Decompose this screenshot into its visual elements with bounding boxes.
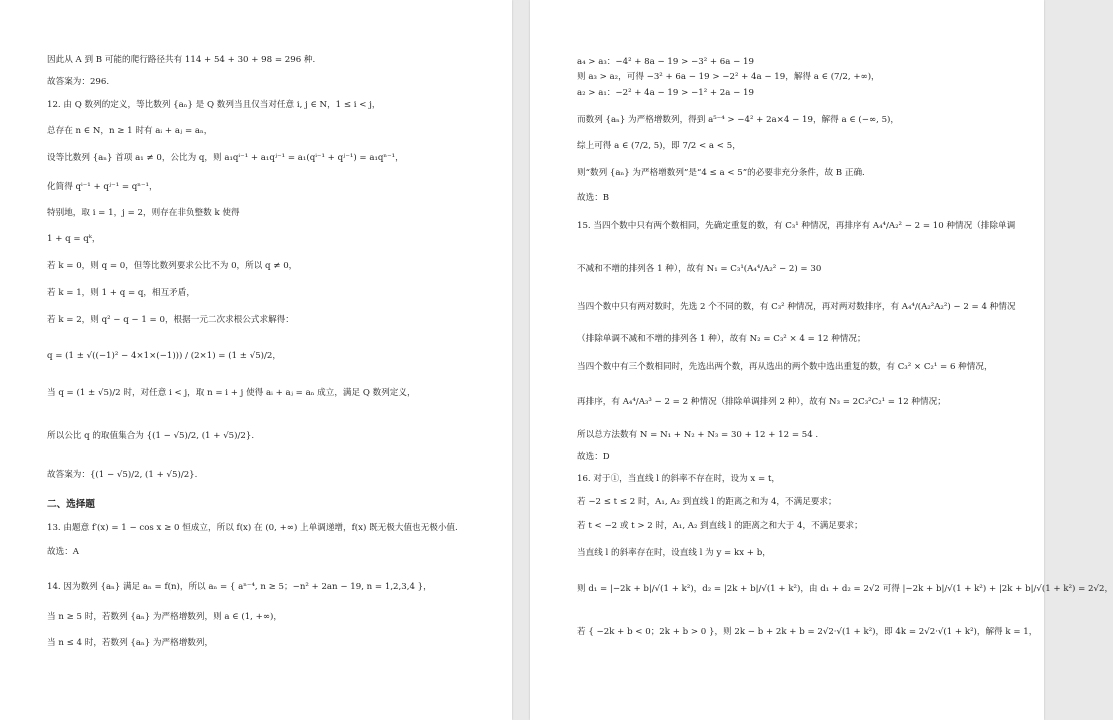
text-line: 若 k = 2，则 q² − q − 1 = 0，根据一元二次求根公式求解得： (47, 315, 294, 325)
text-line: 化简得 qⁱ⁻¹ + qʲ⁻¹ = qⁿ⁻¹， (47, 182, 158, 192)
text-line: 若 k = 1，则 1 + q = q，相互矛盾， (47, 288, 195, 298)
text-line: 所以总方法数有 N = N₁ + N₂ + N₃ = 30 + 12 + 12 = 54 . (577, 430, 819, 440)
text-line: 设等比数列 {aₙ} 首项 a₁ ≠ 0，公比为 q，则 a₁qⁱ⁻¹ + a₁qʲ⁻¹ = a₁(qⁱ⁻¹ + qʲ⁻¹) = a₁qⁿ⁻¹， (47, 153, 404, 163)
text-line: 14. 因为数列 {aₙ} 满足 aₙ = f(n)，所以 aₙ = { aⁿ⁻⁴, n ≥ 5；−n² + 2an − 19, n = 1,2,3,4 }， (47, 582, 432, 592)
text-line: 16. 对于①，当直线 l 的斜率不存在时，设为 x = t， (577, 474, 780, 484)
formula-line: 若 { −2k + b < 0；2k + b > 0 }，则 2k − b + 2k + b = 2√2·√(1 + k²)，即 4k = 2√2·√(1 + k²)，解得 k = 1， (577, 627, 1038, 637)
text-line: 故答案为：296. (47, 77, 110, 87)
text-line: 故选：B (577, 193, 610, 203)
text-line: 不减和不增的排列各 1 种），故有 N₁ = C₃¹(A₄⁴/A₂² − 2) = 30 (577, 264, 822, 274)
text-line: 若 −2 ≤ t ≤ 2 时，A₁, A₂ 到直线 l 的距离之和为 4，不满足要求； (577, 497, 837, 507)
text-line: 当直线 l 的斜率存在时，设直线 l 为 y = kx + b， (577, 548, 771, 558)
text-line: 15. 当四个数中只有两个数相同，先确定重复的数，有 C₃¹ 种情况，再排序有 A₄⁴/A₂² − 2 = 10 种情况（排除单调 (577, 221, 1016, 231)
text-line: 13. 由题意 f′(x) = 1 − cos x ≥ 0 恒成立，所以 f(x) 在 (0, +∞) 上单调递增，f(x) 既无极大值也无极小值. (47, 523, 458, 533)
text-line: 若 k = 0，则 q = 0，但等比数列要求公比不为 0，所以 q ≠ 0， (47, 261, 298, 271)
text-line: 而数列 {aₙ} 为严格增数列，得到 a⁵⁻⁴ > −4² + 2a×4 − 19，解得 a ∈ (−∞, 5)， (577, 115, 899, 125)
text-line: 若 t < −2 或 t > 2 时，A₁, A₂ 到直线 l 的距离之和大于 4，不满足要求； (577, 521, 863, 531)
section-heading: 二、选择题 (47, 499, 95, 510)
text-line: 再排序，有 A₄⁴/A₃³ − 2 = 2 种情况（排除单调排列 2 种），故有 N₃ = 2C₃²C₂¹ = 12 种情况； (577, 397, 946, 407)
document-page-left (0, 0, 512, 720)
text-line: 当四个数中有三个数相同时，先选出两个数，再从选出的两个数中选出重复的数，有 C₃² × C₂¹ = 6 种情况， (577, 362, 993, 372)
text-line: 总存在 n ∈ N，n ≥ 1 时有 aᵢ + aⱼ = aₙ， (47, 126, 213, 136)
text-line: 因此从 A 到 B 可能的爬行路径共有 114 + 54 + 30 + 98 = 296 种. (47, 55, 316, 65)
text-line: 所以公比 q 的取值集合为 {(1 − √5)/2, (1 + √5)/2}. (47, 431, 255, 441)
formula-line: a₂ > a₁：−2² + 4a − 19 > −1² + 2a − 19 (577, 88, 754, 98)
formula-line: 则 a₃ > a₂，可得 −3² + 6a − 19 > −2² + 4a − 19，解得 a ∈ (7/2, +∞)， (577, 72, 880, 82)
text-line: 故答案为：{(1 − √5)/2, (1 + √5)/2}. (47, 470, 198, 480)
text-line: 当 n ≥ 5 时，若数列 {aₙ} 为严格增数列，则 a ∈ (1, +∞)， (47, 612, 282, 622)
text-line: 故选：D (577, 452, 610, 462)
text-line: 特别地，取 i = 1，j = 2，则存在非负整数 k 使得 (47, 208, 240, 218)
text-line: 则“数列 {aₙ} 为严格增数列”是“4 ≤ a < 5”的必要非充分条件，故 B 正确. (577, 168, 865, 178)
formula-line: 则 d₁ = |−2k + b|/√(1 + k²)，d₂ = |2k + b|/√(1 + k²)，由 d₁ + d₂ = 2√2 可得 |−2k + b|/√(1 + k²) + |2k + b|/√(1 + k²) = 2√2， (577, 584, 1113, 594)
text-line: 当 q = (1 ± √5)/2 时，对任意 i < j，取 n = i + j 使得 aᵢ + aⱼ = aₙ 成立，满足 Q 数列定义， (47, 388, 416, 398)
formula-line: a₄ > a₃：−4² + 8a − 19 > −3² + 6a − 19 (577, 57, 754, 67)
text-line: 当四个数中只有两对数时，先选 2 个不同的数，有 C₃² 种情况，再对两对数排序，有 A₄⁴/(A₂²A₂²) − 2 = 4 种情况 (577, 302, 1016, 312)
formula-line: q = (1 ± √((−1)² − 4×1×(−1))) / (2×1) = (1 ± √5)/2， (47, 351, 281, 361)
text-line: 12. 由 Q 数列的定义，等比数列 {aₙ} 是 Q 数列当且仅当对任意 i, j ∈ N，1 ≤ i < j， (47, 100, 381, 110)
text-line: 综上可得 a ∈ (7/2, 5)，即 7/2 < a < 5， (577, 141, 741, 151)
text-line: （排除单调不减和不增的排列各 1 种），故有 N₂ = C₃² × 4 = 12 种情况； (577, 334, 866, 344)
text-line: 故选：A (47, 547, 79, 557)
text-line: 1 + q = qᵏ， (47, 234, 101, 244)
text-line: 当 n ≤ 4 时，若数列 {aₙ} 为严格增数列， (47, 638, 214, 648)
document-page-right (530, 0, 1113, 720)
